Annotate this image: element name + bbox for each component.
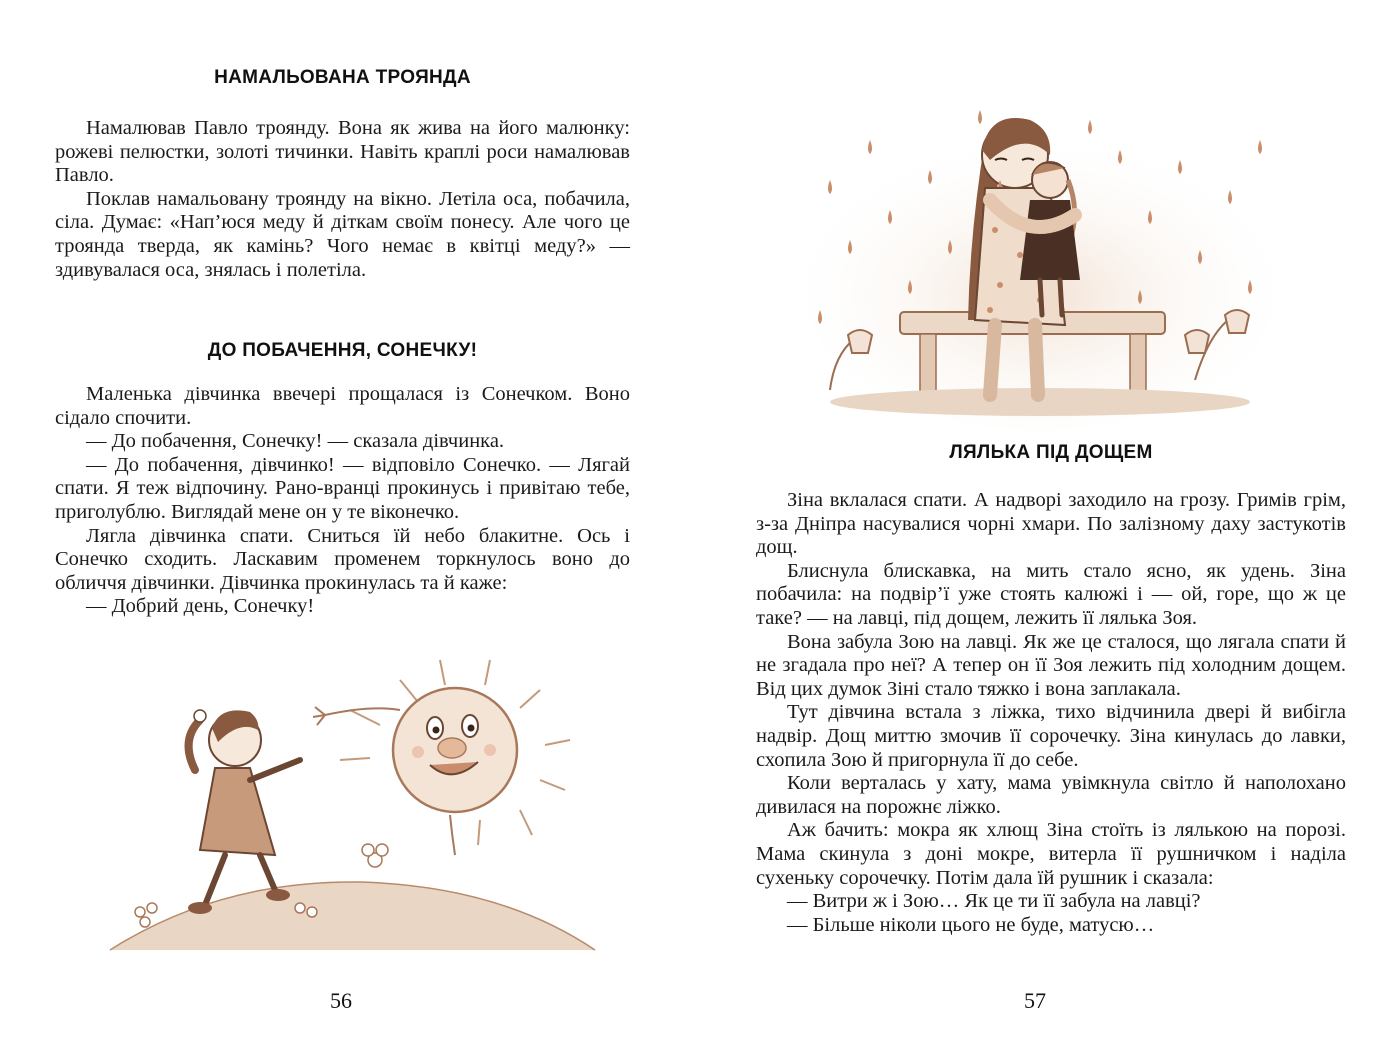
right-page [700,0,1400,1046]
paragraph: — До побачення, дівчинко! — відповіло Сонечко. — Лягай спати. Я теж відпочину. Рано-вранці прокинусь і привітаю тебе, приголублю. Виглядай мене он у те віконечко. [55,453,630,523]
hill [110,882,595,950]
paragraph: — Більше ніколи цього не буде, матусю… [787,913,1155,936]
paragraph: Тут дівчина встала з ліжка, тихо відчинила двері й вибігла надвір. Дощ миттю змочив її сорочечку. Зіна кинулась до лавки, схопила Зою й пригорнула її до себе. [756,701,1346,771]
paragraph: — До побачення, Сонечку! — сказала дівчинка. [86,430,505,453]
paragraph: Коли верталась у хату, мама увімкнула світло й наполохано дивилася на порожнє ліжко. [756,772,1346,818]
girl [188,710,300,914]
story-text-doll-in-rain [756,489,1346,937]
story-title-painted-rose: НАМАЛЬОВАНА ТРОЯНДА [214,67,471,88]
paragraph: Зіна вклалася спати. А надворі заходило на грозу. Гримів грім, з-за Дніпра насувалися чорні хмари. По залізному даху застукотів дощ. [756,489,1346,559]
paragraph: Поклав намальовану троянду на вікно. Летіла оса, побачила, сіла. Думає: «Нап’юся меду й діткам своїм понесу. Але чого це троянда тверда, як камінь? Чого немає в квітці меду?» — здивувалася оса, знялась і полетіла. [55,187,630,281]
paragraph: — Добрий день, Сонечку! [86,595,315,618]
paragraph: Намалював Павло троянду. Вона як жива на його малюнку: рожеві пелюстки, золоті тичинки. Навіть краплі роси намалював Павло. [55,117,630,187]
paragraph: Блиснула блискавка, на мить стало ясно, як удень. Зіна побачила: на подвір’ї уже стоять калюжі і — ой, горе, що ж це таке? — на лавці, під дощем, лежить її лялька Зоя. [756,559,1346,629]
illustration-girl-and-sun [100,650,600,970]
illustration-girl-with-doll-in-rain [790,80,1290,420]
paragraph: Аж бачить: мокра як хлющ Зіна стоїть із лялькою на порозі. Мама скинула з доні мокре, витерла її рушничком і наділа сухеньку сорочечку. Потім дала їй рушник і сказала: [756,819,1346,889]
story-text-painted-rose [55,117,630,282]
story-text-goodbye-sun [55,383,630,619]
story-title-goodbye-sun: ДО ПОБАЧЕННЯ, СОНЕЧКУ! [207,340,478,361]
paragraph: Вона забула Зою на лавці. Як же це сталося, що лягала спати й не згадала про неї? А тепер он її Зоя лежить під холодним дощем. Від цих думок Зіні стало тяжко і вона заплакала. [756,630,1346,700]
paragraph: Лягла дівчинка спати. Сниться їй небо блакитне. Ось і Сонечко сходить. Ласкавим променем торкнулось воно до обличчя дівчинки. Дівчинка прокинулась та й каже: [55,524,630,594]
page-number: 57 [1024,988,1046,1013]
paragraph: — Витри ж і Зою… Як це ти її забула на лавці? [787,890,1201,913]
page-number: 56 [330,988,352,1013]
paragraph: Маленька дівчинка ввечері прощалася із Сонечком. Воно сідало спочити. [55,383,630,429]
story-title-doll-in-rain: ЛЯЛЬКА ПІД ДОЩЕМ [949,442,1153,463]
